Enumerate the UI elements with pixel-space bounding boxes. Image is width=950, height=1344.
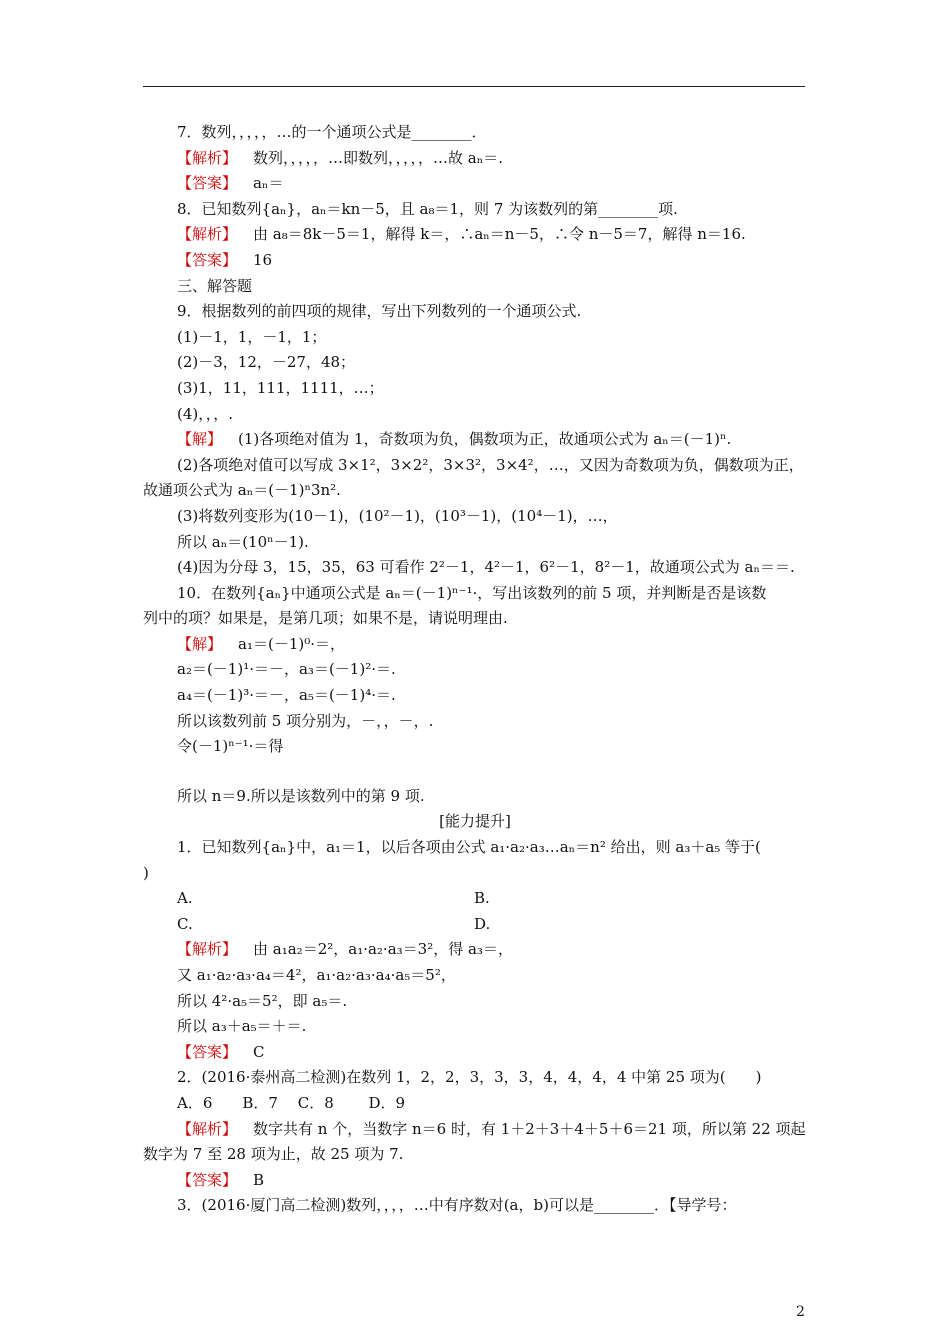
line-text: 所以 aₙ＝(10ⁿ－1). [177, 532, 309, 551]
line-text: 数列，，，，，…即数列，，，，，…故 aₙ＝. [253, 148, 503, 167]
label-tag: 【解析】 [177, 1119, 238, 1138]
line-text: 16 [253, 250, 273, 269]
text-line [143, 376, 807, 402]
answer-options-row [143, 912, 807, 938]
text-line [143, 171, 807, 197]
line-text: a₁＝(－1)⁰·＝， [238, 634, 346, 653]
line-text: C [253, 1042, 265, 1061]
text-line [143, 937, 807, 963]
text-line [143, 120, 807, 146]
option-right: D. [474, 914, 491, 933]
document-body [143, 120, 807, 1219]
line-text: a₄＝(－1)³·＝－，a₅＝(－1)⁴·＝. [177, 686, 396, 705]
line-text: aₙ＝ [253, 174, 284, 193]
line-text: (2)各项绝对值可以写成 3×1²，3×2²，3×3²，3×4²，…，又因为奇数项为负，偶数项为正， [177, 455, 804, 474]
label-tag: 【解析】 [177, 225, 238, 244]
text-line [143, 835, 807, 861]
line-text: 故通项公式为 aₙ＝(－1)ⁿ3n². [143, 481, 341, 500]
line-text: ) [143, 863, 149, 882]
text-line [143, 274, 807, 300]
line-text: 2．(2016·泰州高二检测)在数列 1，2，2，3，3，3，4，4，4，4 中第 25 项为( ) [177, 1068, 762, 1087]
line-text: 10．在数列{aₙ}中通项公式是 aₙ＝(－1)ⁿ⁻¹·，写出该数列的前 5 项，并判断是否是该数 [177, 583, 767, 602]
line-text: 由 a₈＝8k－5＝1，解得 k＝，∴aₙ＝n－5，∴令 n－5＝7，解得 n＝16. [253, 225, 746, 244]
line-text: (3)1，11，111，1111，…； [177, 378, 384, 397]
line-text: 所以 n＝9.所以是该数列中的第 9 项. [177, 786, 425, 805]
line-text: 7．数列，，，，，…的一个通项公式是________． [177, 123, 487, 141]
text-line [143, 734, 807, 760]
line-text: 列中的项？如果是，是第几项；如果不是，请说明理由. [143, 609, 508, 628]
label-tag: 【解】 [177, 634, 223, 653]
page-number: 2 [796, 1304, 805, 1320]
line-text: 令(－1)ⁿ⁻¹·＝得 [177, 737, 284, 756]
text-line [143, 504, 807, 530]
line-text: [能力提升] [439, 812, 511, 831]
text-line [143, 530, 807, 556]
line-text: (3)将数列变形为(10－1)，(10²－1)，(10³－1)，(10⁴－1)，…， [177, 506, 618, 525]
line-text: A．6 B．7 C．8 D．9 [177, 1093, 406, 1112]
text-line [143, 402, 807, 428]
line-text: 1．已知数列{aₙ}中，a₁＝1，以后各项由公式 a₁·a₂·a₃…aₙ＝n² 给出，则 a₃＋a₅ 等于( [177, 838, 761, 857]
label-tag: 【解析】 [177, 940, 238, 959]
text-line [143, 1142, 807, 1168]
line-text: a₂＝(－1)¹·＝－，a₃＝(－1)²·＝. [177, 660, 396, 679]
label-tag: 【解】 [177, 430, 223, 449]
text-line [143, 581, 807, 607]
text-line [143, 222, 807, 248]
text-line [143, 657, 807, 683]
line-text: B [253, 1170, 265, 1189]
text-line [143, 427, 807, 453]
line-text: 9．根据数列的前四项的规律，写出下列数列的一个通项公式. [177, 302, 582, 321]
option-left: C. [177, 914, 193, 933]
text-line [143, 989, 807, 1015]
text-line [143, 1168, 807, 1194]
label-tag: 【答案】 [177, 1042, 238, 1061]
text-line [143, 350, 807, 376]
label-tag: 【答案】 [177, 250, 238, 269]
line-text: 数字共有 n 个，当数字 n＝6 时，有 1＋2＋3＋4＋5＋6＝21 项，所以第 22 项起 [253, 1119, 806, 1138]
text-line [143, 963, 807, 989]
text-line [143, 683, 807, 709]
text-line [143, 861, 807, 887]
text-line [143, 248, 807, 274]
line-text: 3．(2016·厦门高二检测)数列，，，，…中有序数对(a，b)可以是________．【导学号： [177, 1196, 737, 1215]
line-text: (1)－1，1，－1，1； [177, 327, 327, 346]
text-line [143, 146, 807, 172]
line-text: 三、解答题 [177, 276, 253, 295]
text-line [143, 555, 807, 581]
option-right: B. [474, 889, 490, 908]
line-text: 又 a₁·a₂·a₃·a₄＝4²，a₁·a₂·a₃·a₄·a₅＝5²， [177, 966, 456, 984]
line-text: (1)各项绝对值为 1，奇数项为负，偶数项为正，故通项公式为 aₙ＝(－1)ⁿ. [238, 430, 732, 449]
blank-space [143, 760, 807, 784]
text-line [143, 709, 807, 735]
text-line [143, 1040, 807, 1066]
text-line [143, 299, 807, 325]
line-text: 所以 a₃＋a₅＝＋＝. [177, 1017, 307, 1036]
header-rule [143, 86, 805, 87]
text-line [143, 1091, 807, 1117]
label-tag: 【解析】 [177, 148, 238, 167]
text-line [143, 453, 807, 479]
text-line [143, 325, 807, 351]
line-text: 所以 4²·a₅＝5²，即 a₅＝. [177, 991, 348, 1010]
line-text: 由 a₁a₂＝2²，a₁·a₂·a₃＝3²，得 a₃＝， [253, 940, 513, 959]
text-line [143, 197, 807, 223]
text-line [143, 1065, 807, 1091]
answer-options-row [143, 886, 807, 912]
line-text: 所以该数列前 5 项分别为，－，，－，. [177, 711, 434, 730]
text-line [143, 632, 807, 658]
line-text: (4)因为分母 3，15，35，63 可看作 2²－1，4²－1，6²－1，8²－1，故通项公式为 aₙ＝＝. [177, 558, 795, 577]
line-text: 数字为 7 至 28 项为止，故 25 项为 7. [143, 1145, 404, 1164]
label-tag: 【答案】 [177, 1170, 238, 1189]
option-left: A. [177, 889, 193, 908]
line-text: (2)－3，12，－27，48； [177, 353, 356, 372]
text-line [143, 606, 807, 632]
line-text: 8．已知数列{aₙ}，aₙ＝kn－5，且 a₈＝1，则 7 为该数列的第________项. [177, 199, 678, 218]
section-heading [143, 809, 807, 835]
label-tag: 【答案】 [177, 174, 238, 193]
text-line [143, 784, 807, 810]
line-text: (4)，，，. [177, 404, 234, 423]
text-line [143, 1117, 807, 1143]
text-line [143, 478, 807, 504]
text-line [143, 1014, 807, 1040]
text-line [143, 1193, 807, 1219]
